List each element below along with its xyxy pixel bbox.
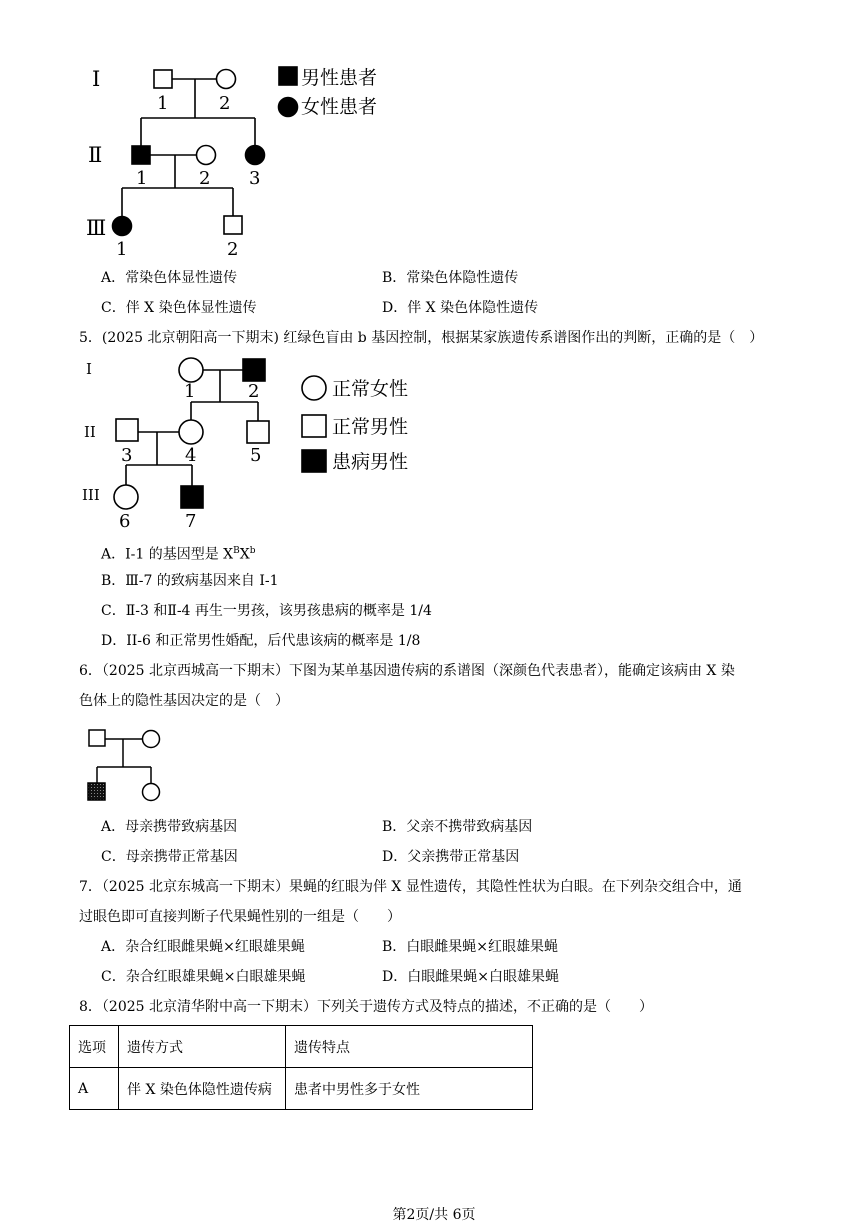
table-header-cell: 遗传特点 [286,1026,533,1068]
legend-normal-female-circle [302,376,326,400]
individual-number: 3 [249,168,261,189]
table-header-cell: 选项 [70,1026,119,1068]
table-row [70,1068,533,1110]
q6-option-d: D．父亲携带正常基因 [382,849,520,865]
q4-option-a: A．常染色体显性遗传 [101,270,238,286]
table-cell: 患者中男性多于女性 [286,1068,533,1110]
individual-number: 2 [219,93,231,114]
legend-affected-female-label: 女性患者 [301,96,378,118]
table-header-cell: 遗传方式 [119,1026,286,1068]
q6-stem-line1: 6．（2025 北京西城高一下期末）下图为某单基因遗传病的系谱图（深颜色代表患者），能确定该病由 X 染 [79,663,735,679]
legend-normal-female-label: 正常女性 [332,378,409,400]
pedigree-chart-3 [0,0,200,810]
q7-stem-line1: 7．（2025 北京东城高一下期末）果蝇的红眼为伴 X 显性遗传，其隐性性状为白眼。在下列杂交组合中，通 [79,879,742,895]
q6-option-a: A．母亲携带致病基因 [101,819,238,835]
gen-label-III: Ⅲ [86,216,107,240]
pedigree3-daughter-normal-female [143,784,160,801]
individual-number: 4 [185,445,197,466]
q7-option-c: C．杂合红眼雄果蝇×白眼雄果蝇 [101,969,306,985]
individual-number: 1 [136,168,148,189]
q4-option-c: C．伴 X 染色体显性遗传 [101,300,257,316]
individual-number: 1 [116,239,128,260]
page-footer: 第2页/共 6页 [392,1207,476,1223]
legend-normal-male-label: 正常男性 [332,416,409,438]
legend-affected-male-label: 男性患者 [301,67,378,89]
q7-stem-line2: 过眼色即可直接判断子代果蝇性别的一组是（ ） [79,909,401,925]
individual-number: 2 [248,381,260,402]
gen-label-III: III [82,486,100,504]
q5-option-a: A．I-1 的基因型是 $X^BX^b$ [101,546,256,563]
q8-table [69,1025,533,1110]
individual-number: 2 [227,239,239,260]
individual-number: 6 [119,511,131,532]
q6-option-c: C．母亲携带正常基因 [101,849,238,865]
q7-option-d: D．白眼雌果蝇×白眼雄果蝇 [382,969,559,985]
pedigree2-II-5-normal-male [247,421,269,443]
individual-number: 5 [250,445,262,466]
q5-option-b: B．Ⅲ-7 的致病基因来自 I-1 [101,573,279,589]
pedigree3-son-affected-male [88,783,105,800]
gen-label-II: Ⅱ [88,143,103,167]
individual-number: 1 [157,93,169,114]
legend-affected-male-label: 患病男性 [332,451,409,473]
q7-option-b: B．白眼雌果蝇×红眼雄果蝇 [382,939,559,955]
individual-number: 2 [199,168,211,189]
table-cell: A [70,1068,119,1110]
pedigree3-mother-normal-female [143,731,160,748]
gen-label-II: II [84,423,96,441]
gen-label-I: I [86,360,92,378]
individual-number: 7 [185,511,197,532]
table-cell: 伴 X 染色体隐性遗传病 [119,1068,286,1110]
q6-stem-line2: 色体上的隐性基因决定的是（ ） [79,693,289,709]
q4-option-b: B．常染色体隐性遗传 [382,270,519,286]
gen-label-I: I [92,67,101,91]
individual-number: 3 [121,445,133,466]
q5-stem: 5．(2025 北京朝阳高一下期末) 红绿色盲由 b 基因控制，根据某家族遗传系谱图作出的判断，正确的是（ ） [79,330,764,346]
q7-option-a: A．杂合红眼雌果蝇×红眼雄果蝇 [101,939,305,955]
pedigree3-father-normal-male [89,730,105,746]
q4-option-d: D．伴 X 染色体隐性遗传 [382,300,539,316]
q5-option-d: D．II-6 和正常男性婚配，后代患该病的概率是 1/8 [101,633,421,649]
legend-normal-male-square [302,415,326,437]
legend-affected-male-square [302,450,326,472]
pedigree2-I-2-affected-male [243,359,265,381]
table-header-row [70,1026,533,1068]
q5-option-c: C．Ⅱ-3 和Ⅱ-4 再生一男孩，该男孩患病的概率是 1/4 [101,603,432,619]
q8-stem: 8．（2025 北京清华附中高一下期末）下列关于遗传方式及特点的描述，不正确的是（ ） [79,999,653,1015]
individual-number: 1 [184,381,196,402]
q6-option-b: B．父亲不携带致病基因 [382,819,533,835]
